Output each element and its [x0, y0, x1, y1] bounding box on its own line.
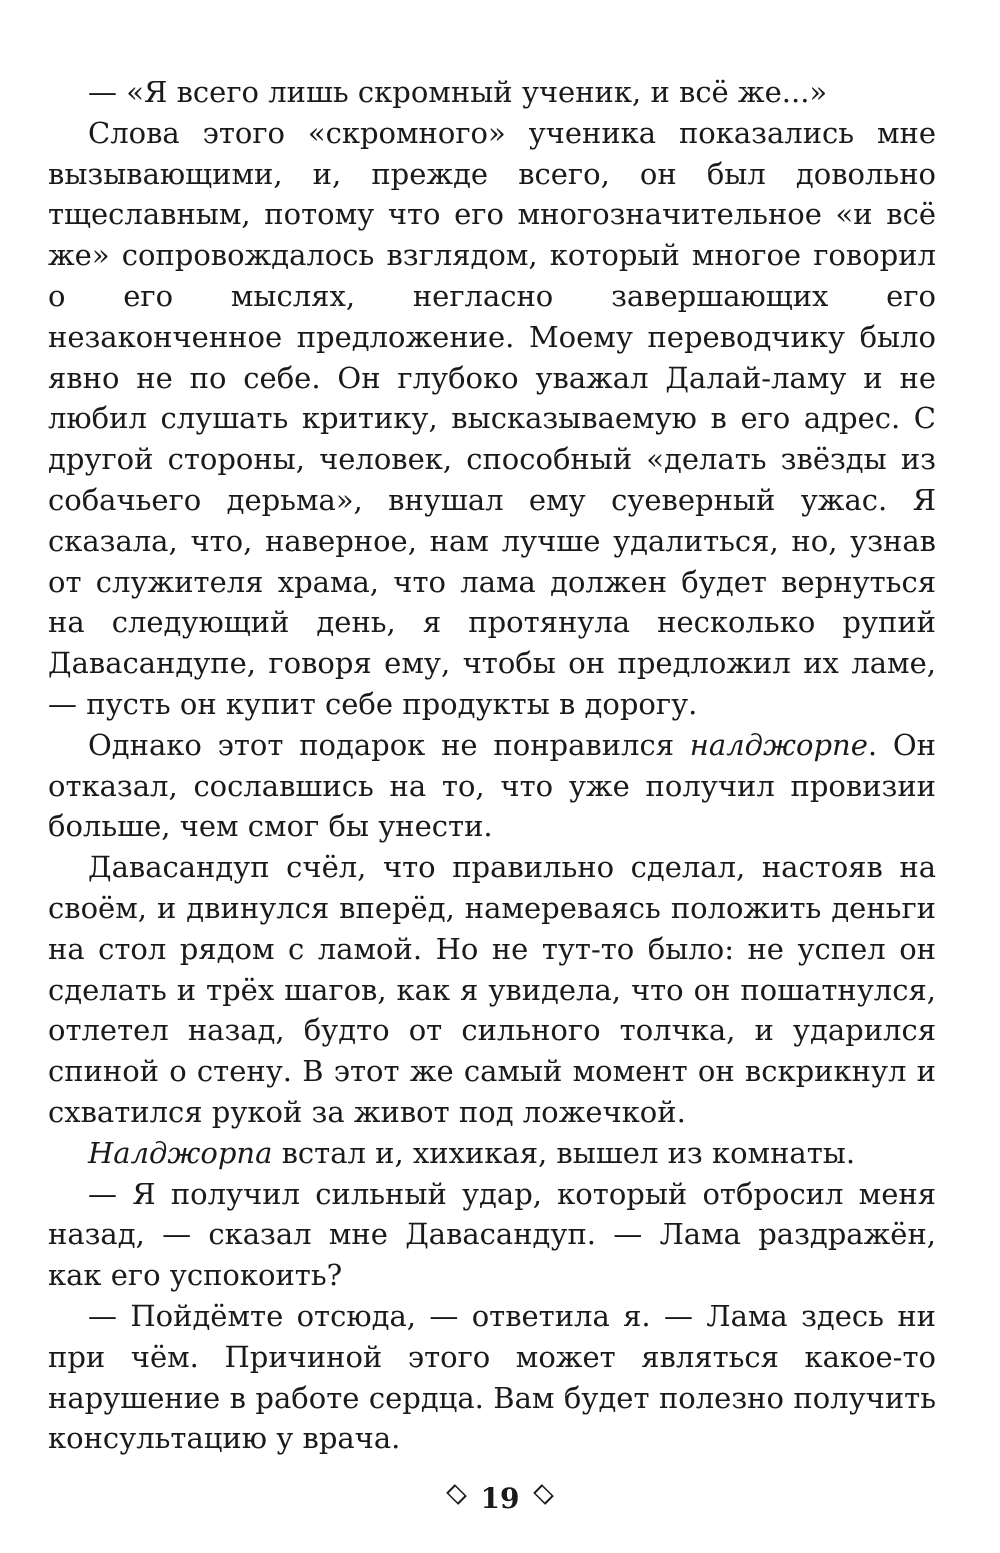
diamond-right-icon	[534, 1484, 555, 1505]
paragraph-5-end: встал и, хихикая, вышел из комнаты.	[272, 1135, 856, 1170]
paragraph-7: — Пойдёмте отсюда, — ответила я. — Лама здесь ни при чём. Причиной этого может являться какое-то нарушение в работе сердца. Вам будет полезно получить консультацию у врача.	[48, 1298, 936, 1456]
paragraph-4: Давасандуп счёл, что правильно сделал, настояв на своём, и двинулся вперёд, намереваясь положить деньги на стол рядом с ламой. Но не тут-то было: не успел он сделать и трёх шагов, как я увидела, что он пошатнулся, отлетел назад, будто от сильного толчка, и ударился спиной о стену. В этот же самый момент он вскрикнул и схватился рукой за живот под ложечкой.	[48, 850, 936, 1129]
page-body	[48, 72, 936, 1459]
paragraph-3-start: Однако этот подарок не понравился	[88, 727, 690, 762]
paragraph-3	[48, 725, 936, 847]
page-number: 19	[480, 1482, 520, 1515]
paragraph-5	[48, 1133, 936, 1174]
italic-term: Налджорпа	[88, 1135, 273, 1170]
diamond-left-icon	[446, 1484, 467, 1505]
paragraph-6: — Я получил сильный удар, который отбросил меня назад, — сказал мне Давасандуп. — Лама раздражён, как его успокоить?	[48, 1176, 936, 1293]
italic-term: налджорпе	[689, 727, 868, 762]
paragraph-1: — «Я всего лишь скромный ученик, и всё же...»	[88, 75, 828, 109]
paragraph-3-end: . Он отказал, сославшись на то, что уже получил провизии больше, чем смог бы унести.	[48, 727, 936, 844]
page-footer	[0, 1482, 1000, 1515]
paragraph-2: Слова этого «скромного» ученика показались мне вызывающими, и, прежде всего, он был довольно тщеславным, потому что его многозначительное «и всё же» сопровождалось взглядом, который многое говорил о его мыслях, негласно завершающих его незаконченное предложение. Моему переводчику было явно не по себе. Он глубоко уважал Далай-ламу и не любил слушать критику, высказываемую в его адрес. С другой стороны, человек, способный «делать звёзды из собачьего дерьма», внушал ему суеверный ужас. Я сказала, что, наверное, нам лучше удалиться, но, узнав от служителя храма, что лама должен будет вернуться на следующий день, я протянула несколько рупий Давасандупе, говоря ему, чтобы он предложил их ламе, — пусть он купит себе продукты в дорогу.	[48, 115, 936, 721]
